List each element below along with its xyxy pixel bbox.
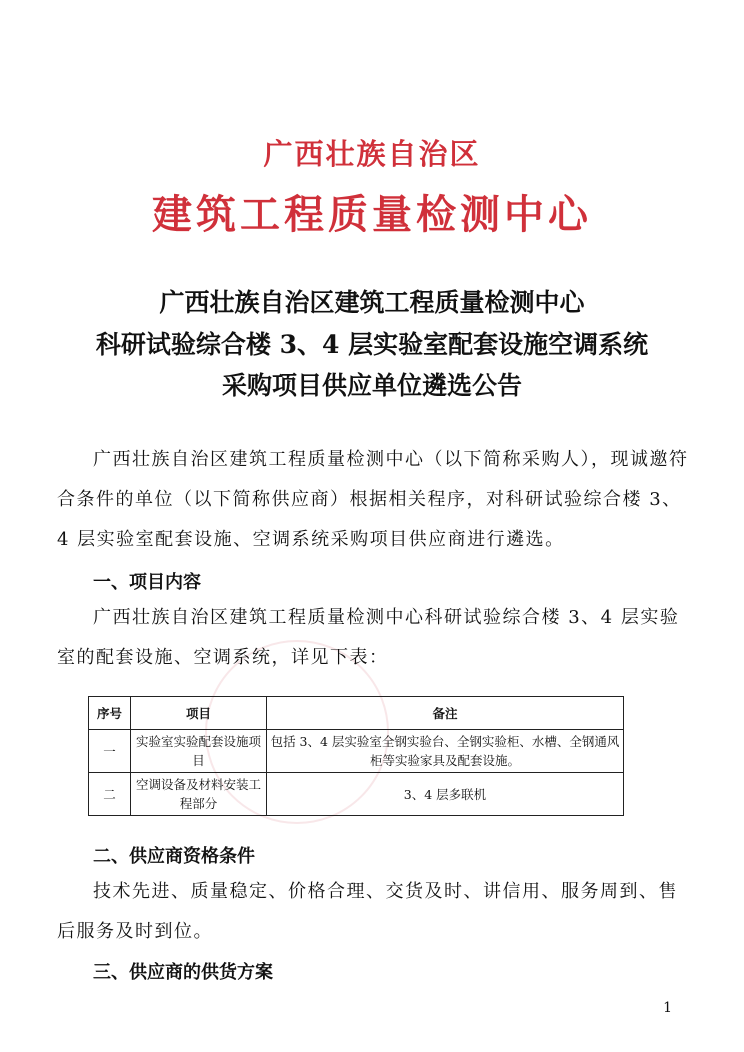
intro-paragraph: 广西壮族自治区建筑工程质量检测中心（以下简称采购人），现诚邀符合条件的单位（以下简称供应商）根据相关程序，对科研试验综合楼 3、4 层实验室配套设施、空调系统采购项目供应商进行遴选。 [57, 449, 689, 550]
page-number: 1 [663, 1000, 672, 1016]
section3-heading: 三、供应商的供货方案 [93, 962, 273, 983]
org-name-line1: 广西壮族自治区 [263, 137, 481, 171]
section2-heading: 二、供应商资格条件 [93, 846, 255, 867]
row-note: 3、4 层多联机 [267, 773, 624, 816]
header-cell-note: 备注 [267, 697, 624, 730]
table-row [89, 773, 624, 816]
header-cell-no: 序号 [89, 697, 131, 730]
table-header-row [89, 697, 624, 730]
row-item: 空调设备及材料安装工程部分 [131, 773, 267, 816]
section1-paragraph: 广西壮族自治区建筑工程质量检测中心科研试验综合楼 3、4 层实验室的配套设施、空调系统，详见下表： [57, 607, 680, 668]
row-no: 二 [89, 773, 131, 816]
section2-paragraph: 技术先进、质量稳定、价格合理、交货及时、讲信用、服务周到、售后服务及时到位。 [57, 881, 678, 942]
row-item: 实验室实验配套设施项目 [131, 730, 267, 773]
title-line3: 采购项目供应单位遴选公告 [221, 371, 522, 400]
row-note: 包括 3、4 层实验室全钢实验台、全钢实验柜、水槽、全钢通风柜等实验家具及配套设施。 [267, 730, 624, 773]
table-row [89, 730, 624, 773]
org-name-line2: 建筑工程质量检测中心 [152, 191, 592, 238]
header-cell-item: 项目 [131, 697, 267, 730]
row-no: 一 [89, 730, 131, 773]
title-line1: 广西壮族自治区建筑工程质量检测中心 [159, 288, 585, 317]
title-line2: 科研试验综合楼 3、4 层实验室配套设施空调系统 [95, 330, 649, 359]
section1-heading: 一、项目内容 [93, 572, 201, 593]
project-items-table [88, 696, 624, 816]
